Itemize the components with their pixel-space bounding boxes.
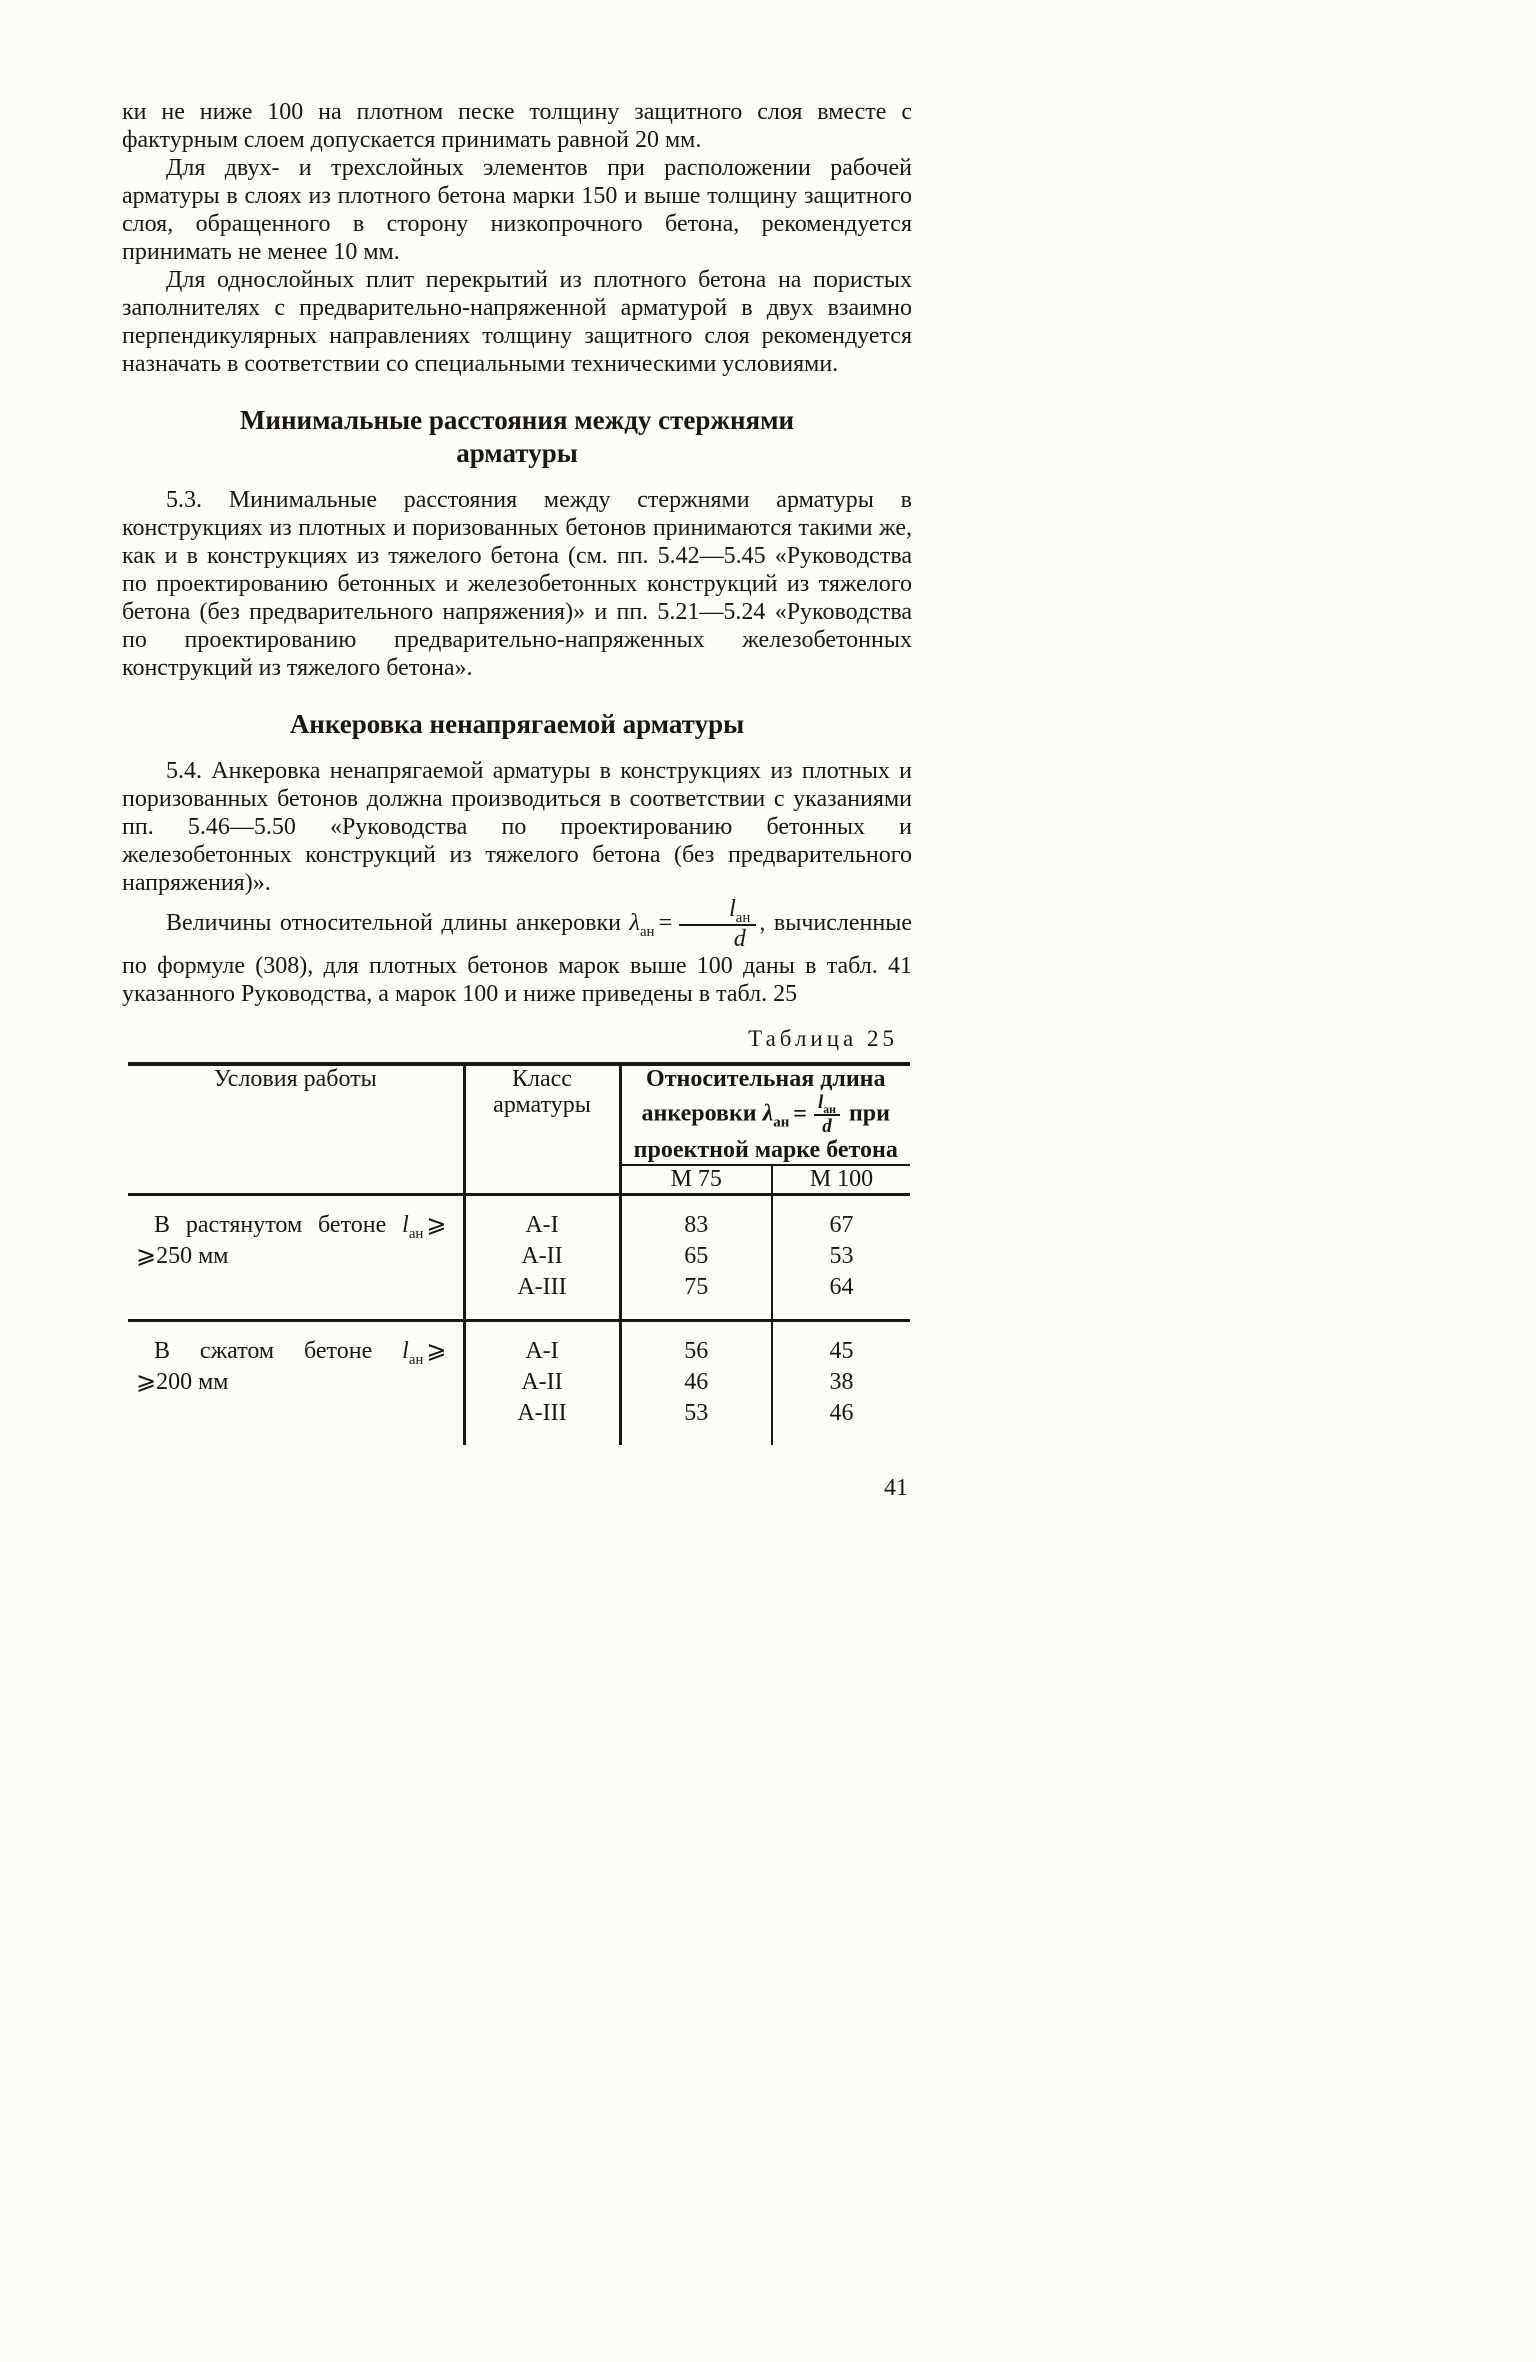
anchor-ratio-value: 56 xyxy=(684,1338,709,1365)
anchor-ratio-value: 65 xyxy=(684,1243,709,1270)
class-label: А-III xyxy=(517,1274,567,1301)
table-caption: Таблица 25 xyxy=(748,1026,898,1052)
m75-values-cell xyxy=(620,1195,772,1321)
header-reinforcement-class: Класс арматуры xyxy=(464,1064,620,1194)
paragraph-protective-layer: ки не ниже 100 на плотном песке толщину защитного слоя вместе с фактурным слоем допускается принимать равной 20 мм. xyxy=(122,99,912,153)
condition-line-1 xyxy=(132,1210,457,1241)
fraction xyxy=(679,897,756,952)
condition-text: В сжатом бетоне xyxy=(154,1338,373,1365)
anchor-ratio-value: 38 xyxy=(829,1369,854,1396)
equals-sign: = xyxy=(658,910,673,937)
m100-values-cell xyxy=(772,1321,910,1446)
length-subscript: ан xyxy=(823,1103,836,1117)
formula-lead-text: Величины относительной длины анкеровки xyxy=(166,910,621,937)
table-row-compression xyxy=(128,1321,910,1446)
class-label: А-III xyxy=(517,1400,567,1427)
paragraph-two-three-layer-elements: Для двух- и трехслойных элементов при расположении рабочей арматуры в слоях из плотного бетона марки 150 и выше толщину защитного слоя, обращенного в сторону низкопрочного бетона, рекомендуется принимать не менее 10 мм. xyxy=(122,155,912,265)
anchor-ratio-value: 46 xyxy=(684,1369,709,1396)
paragraph-anchor-length-formula xyxy=(122,897,912,1008)
page-content xyxy=(122,98,912,1502)
m100-values-cell xyxy=(772,1195,910,1321)
length-symbol: l xyxy=(817,1092,824,1114)
header-anchor-text-pre: Относительная длина анкеровки xyxy=(641,1066,886,1127)
table-row-tension xyxy=(128,1195,910,1321)
lambda-subscript: ан xyxy=(773,1114,790,1131)
m75-values-cell xyxy=(620,1321,772,1446)
fraction-numerator xyxy=(814,1093,840,1116)
anchorage-table xyxy=(128,1062,910,1445)
class-cell xyxy=(464,1321,620,1446)
length-symbol: l xyxy=(402,1338,409,1365)
header-m100: М 100 xyxy=(772,1165,910,1195)
anchor-ratio-value: 75 xyxy=(684,1274,709,1301)
condition-line-2: ⩾250 мм xyxy=(136,1243,229,1270)
anchor-length-formula xyxy=(629,896,774,953)
length-subscript: ан xyxy=(408,1226,424,1243)
equals-sign: = xyxy=(793,1100,807,1127)
geq-sign: ⩾ xyxy=(426,1338,447,1365)
paragraph-clause-5-4: 5.4. Анкеровка ненапрягаемой арматуры в конструкциях из плотных и поризованных бетонов должна производиться в соответствии с указаниями пп. 5.46—5.50 «Руководства по проектированию бетонных и железобетонных конструкций из тяжелого бетона (без предварительного напряжения)». xyxy=(122,758,912,896)
fraction xyxy=(814,1093,840,1137)
anchor-ratio-value: 53 xyxy=(829,1243,854,1270)
length-subscript: ан xyxy=(408,1352,424,1369)
length-symbol: l xyxy=(402,1212,409,1239)
anchor-ratio-value: 53 xyxy=(684,1400,709,1427)
fraction-denominator: d xyxy=(733,926,746,953)
class-label: А-II xyxy=(521,1369,563,1396)
lambda-subscript: ан xyxy=(639,924,655,940)
lambda-symbol: λ xyxy=(762,1100,774,1127)
formula-tail-text: вычисленные по формуле (308), для плотных бетонов марок выше 100 даны в табл. 41 указанного Руководства, а марок 100 и ниже приведены в табл. 25 xyxy=(122,910,912,1008)
condition-line-2: ⩾200 мм xyxy=(136,1369,229,1396)
comma: , xyxy=(759,910,766,937)
condition-text: В растянутом бетоне xyxy=(154,1212,387,1239)
class-label: А-I xyxy=(525,1212,559,1239)
fraction-numerator xyxy=(679,897,756,926)
heading-anchorage: Анкеровка ненапрягаемой арматуры xyxy=(289,709,745,739)
class-cell xyxy=(464,1195,620,1321)
anchor-ratio-value: 45 xyxy=(829,1338,854,1365)
length-symbol: l xyxy=(729,896,736,922)
class-label: А-II xyxy=(521,1243,563,1270)
condition-cell xyxy=(128,1321,464,1446)
header-m75: М 75 xyxy=(620,1165,772,1195)
anchor-ratio-value: 83 xyxy=(684,1212,709,1239)
heading-min-bar-spacing: Минимальные расстояния между стержнями арматуры xyxy=(239,405,795,468)
page-number: 41 xyxy=(884,1475,908,1502)
header-anchor-length xyxy=(620,1064,910,1165)
length-subscript: ан xyxy=(735,909,751,926)
header-anchor-text-post: при проектной марке бетона xyxy=(633,1100,898,1164)
condition-formula xyxy=(402,1338,447,1369)
fraction-denominator: d xyxy=(822,1116,832,1138)
anchor-ratio-value: 64 xyxy=(829,1274,854,1301)
lambda-symbol: λ xyxy=(629,910,640,937)
condition-formula xyxy=(402,1212,447,1243)
geq-sign: ⩾ xyxy=(426,1212,447,1239)
table-header-row xyxy=(128,1064,910,1165)
class-label: А-I xyxy=(525,1338,559,1365)
anchor-ratio-value: 46 xyxy=(829,1400,854,1427)
header-work-conditions: Условия работы xyxy=(128,1064,464,1194)
condition-line-1 xyxy=(132,1336,457,1367)
paragraph-clause-5-3: 5.3. Минимальные расстояния между стержнями арматуры в конструкциях из плотных и поризованных бетонов принимаются такими же, как и в конструкциях из тяжелого бетона (см. пп. 5.42—5.45 «Руководства по проектированию бетонных и железобетонных конструкций из тяжелого бетона (без предварительного напряжения)» и пп. 5.21—5.24 «Руководства по проектированию предварительно-напряженных железобетонных конструкций из тяжелого бетона». xyxy=(122,487,912,681)
paragraph-single-layer-slabs: Для однослойных плит перекрытий из плотного бетона на пористых заполнителях с предварительно-напряженной арматурой в двух взаимно перпендикулярных направлениях толщину защитного слоя рекомендуется назначать в соответствии со специальными техническими условиями. xyxy=(122,267,912,377)
condition-cell xyxy=(128,1195,464,1321)
anchor-ratio-value: 67 xyxy=(829,1212,854,1239)
